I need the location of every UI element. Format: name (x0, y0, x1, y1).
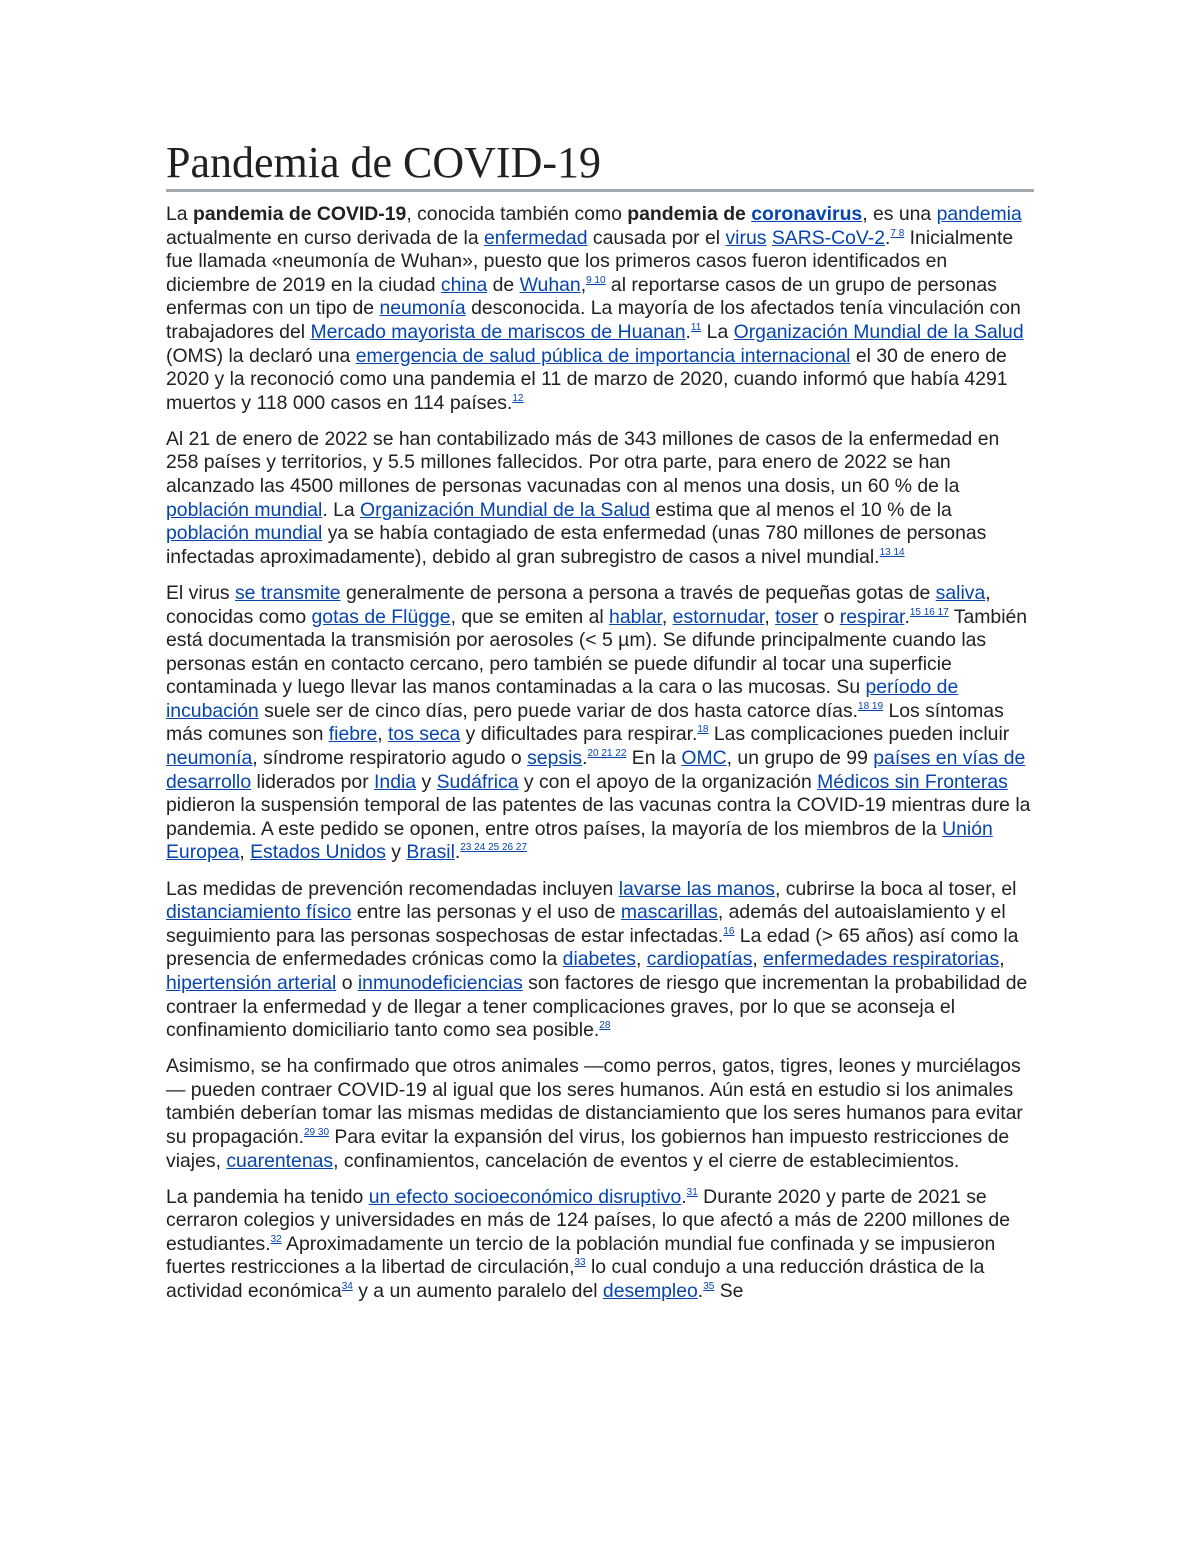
text-run: y a un aumento paralelo del (352, 1280, 603, 1303)
article-link[interactable]: enfermedades respiratorias (763, 948, 1000, 971)
article-link[interactable]: cuarentenas (226, 1149, 334, 1172)
bold-text: pandemia de (627, 203, 752, 225)
text-run: , cubrirse la boca al toser, el (775, 877, 1017, 900)
text-run: son factores de riesgo que incrementan la probabilidad de contraer la enfermedad y de llegar a tener complicaciones graves, por lo que se aconseja el confinamiento domiciliario tanto como sea posible. (166, 971, 1028, 1042)
paragraph (166, 582, 1034, 865)
text-run: , conocida también como (406, 203, 628, 225)
paragraph (166, 1055, 1034, 1173)
article-link[interactable]: período de incubación (166, 676, 959, 722)
text-run: Inicialmente fue llamada «neumonía de Wuhan», puesto que los primeros casos fueron identificados en diciembre de 2019 en la ciudad (166, 226, 1014, 296)
text-run: liderados por (251, 770, 375, 793)
text-run: . (454, 841, 461, 864)
article-link[interactable]: neumonía (379, 297, 466, 320)
text-run: lo cual condujo a una reducción drástica de la actividad económica (166, 1256, 985, 1303)
reference-link[interactable]: 9 10 (586, 274, 606, 286)
text-run: , (752, 948, 764, 971)
reference-superscript (342, 1281, 353, 1292)
text-run: de (487, 273, 520, 296)
article-body (166, 203, 1034, 1304)
reference-superscript (691, 322, 701, 333)
article-link[interactable]: un efecto socioeconómico disruptivo (368, 1185, 682, 1208)
reference-superscript (304, 1127, 329, 1138)
article-link[interactable]: población mundial (166, 498, 323, 521)
text-run: La edad (> 65 años) así como la presencia de enfermedades crónicas como la (166, 924, 1019, 971)
article-link[interactable]: toser (775, 605, 819, 628)
reference-superscript (723, 926, 734, 937)
reference-link[interactable]: 35 (703, 1281, 715, 1293)
reference-superscript (697, 724, 708, 735)
article-link[interactable]: inmunodeficiencias (357, 971, 523, 994)
reference-link[interactable]: 15 16 17 (909, 606, 949, 618)
article (166, 138, 1034, 1316)
text-run: Durante 2020 y parte de 2021 se cerraron colegios y universidades en más de 124 países, lo que afectó a más de 2200 millones de estudiantes. (166, 1185, 1010, 1255)
paragraph (166, 428, 1034, 570)
article-link[interactable]: fiebre (328, 723, 378, 746)
paragraph (166, 1186, 1034, 1304)
article-link[interactable]: pandemia (936, 203, 1022, 225)
text-run: y con el apoyo de la organización (518, 770, 818, 793)
text-run: , síndrome respiratorio agudo o (252, 747, 528, 770)
article-link[interactable]: Mercado mayorista de mariscos de Huanan (310, 320, 686, 343)
reference-link[interactable]: 12 (512, 392, 524, 404)
article-link[interactable]: mascarillas (620, 901, 718, 924)
reference-link[interactable]: 34 (341, 1281, 353, 1293)
text-run: o (336, 971, 358, 994)
article-link[interactable]: Estados Unidos (250, 841, 386, 864)
article-link[interactable]: hablar (609, 605, 662, 628)
article-link[interactable]: tos seca (388, 723, 461, 746)
article-link[interactable]: Sudáfrica (436, 770, 519, 793)
reference-superscript (858, 701, 883, 712)
text-run: . (884, 226, 891, 249)
text-run: suele ser de cinco días, pero puede variar de dos hasta catorce días. (258, 699, 859, 722)
text-run: Asimismo, se ha confirmado que otros animales —como perros, gatos, tigres, leones y murciélagos— pueden contraer COVID-19 al igual que los seres humanos. Aún está en estudio si los animales también deberían tomar las mismas medidas de distanciamiento que los seres humanos para evitar su propagación. (166, 1055, 1023, 1148)
article-link[interactable]: países en vías de desarrollo (166, 747, 1026, 793)
text-run: , además del autoaislamiento y el seguimiento para las personas sospechosas de estar infectadas. (166, 901, 1006, 947)
reference-link[interactable]: 32 (270, 1233, 282, 1245)
text-run: o (818, 605, 840, 628)
text-run: Las complicaciones pueden incluir (708, 723, 1010, 746)
article-link[interactable]: lavarse las manos (618, 877, 776, 900)
article-link[interactable]: china (440, 273, 488, 296)
reference-link[interactable]: 20 21 22 (587, 748, 627, 760)
text-run: , (764, 605, 776, 628)
text-run: . (582, 747, 588, 770)
reference-superscript (586, 275, 605, 286)
text-run: Se (714, 1280, 744, 1303)
text-run: al reportarse casos de un grupo de personas enfermas con un tipo de (166, 273, 997, 320)
article-link[interactable]: Brasil (406, 841, 455, 864)
reference-link[interactable]: 11 (690, 321, 702, 333)
text-run: y dificultades para respirar. (460, 723, 698, 746)
article-link[interactable]: Wuhan (519, 273, 581, 296)
text-run: También está documentada la transmisión por aerosoles (< 5 µm). Se difunde principalmente cuando las personas están en contacto cercano, pero también se puede difundir al tocar una superficie contaminada y luego llevar las manos contaminadas a la cara o las mucosas. Su (166, 605, 1028, 699)
reference-link[interactable]: 18 19 (858, 700, 884, 712)
text-run: . (681, 1185, 687, 1208)
text-run: , es una (862, 203, 937, 225)
text-run: generalmente de persona a persona a través de pequeñas gotas de (340, 581, 936, 604)
reference-link[interactable]: 23 24 25 26 27 (460, 842, 528, 854)
reference-link[interactable]: 13 14 (879, 546, 905, 558)
text-run: . La (322, 498, 361, 521)
text-run: La (166, 203, 193, 225)
text-run: En la (626, 747, 682, 770)
text-run: desconocida. La mayoría de los afectados tenía vinculación con trabajadores del (166, 297, 1021, 343)
reference-superscript (599, 1020, 610, 1031)
text-run: , que se emiten al (450, 605, 610, 628)
reference-superscript (574, 1257, 585, 1268)
text-run: Las medidas de prevención recomendadas incluyen (166, 877, 619, 900)
article-link[interactable]: virus (725, 226, 767, 249)
text-run: causada por el (587, 226, 726, 249)
page-title: Pandemia de COVID-19 (166, 138, 1034, 192)
reference-superscript (460, 842, 527, 853)
reference-superscript (271, 1234, 282, 1245)
reference-link[interactable]: 29 30 (304, 1126, 330, 1138)
text-run: Para evitar la expansión del virus, los gobiernos han impuesto restricciones de viajes, (166, 1125, 1010, 1172)
article-link[interactable]: neumonía (166, 747, 253, 770)
text-run: . (904, 605, 910, 628)
article-link[interactable]: saliva (935, 581, 986, 604)
text-run: . (685, 320, 691, 343)
text-run: y (385, 841, 407, 864)
text-run: , (661, 605, 673, 628)
article-link[interactable]: diabetes (562, 948, 636, 971)
reference-link[interactable]: 7 8 (890, 227, 905, 239)
text-run: , conocidas como (166, 581, 991, 628)
reference-superscript (687, 1187, 698, 1198)
text-run: y (416, 770, 437, 793)
paragraph (166, 878, 1034, 1043)
paragraph (166, 203, 1034, 415)
article-link[interactable]: coronavirus (751, 203, 863, 225)
reference-superscript (703, 1281, 714, 1292)
article-link[interactable]: distanciamiento físico (166, 901, 352, 924)
article-link[interactable]: hipertensión arterial (166, 971, 337, 994)
text-run: entre las personas y el uso de (351, 901, 621, 924)
article-link[interactable]: cardiopatías (646, 948, 753, 971)
text-run: , un grupo de 99 (726, 747, 874, 770)
article-link[interactable]: se transmite (234, 581, 341, 604)
article-link[interactable]: Médicos sin Fronteras (817, 770, 1008, 793)
article-link[interactable]: India (374, 770, 417, 793)
text-run: , (239, 841, 251, 864)
text-run: , (580, 273, 587, 296)
article-link[interactable]: Unión Europea (166, 817, 993, 864)
reference-link[interactable]: 28 (599, 1020, 611, 1032)
article-link[interactable]: desempleo (602, 1280, 698, 1303)
text-run: Al 21 de enero de 2022 se han contabilizado más de 343 millones de casos de la enfermedad en 258 países y territorios, y 5.5 millones fallecidos. Por otra parte, para enero de 2022 se han alcanzado las 4500 millones de personas vacunadas con al menos una dosis, un 60 % de la (166, 427, 1000, 498)
reference-link[interactable]: 16 (723, 925, 735, 937)
text-run: ya se había contagiado de esta enfermedad (unas 780 millones de personas infectadas aproximadamente), debido al gran subregistro de casos a nivel mundial. (166, 522, 987, 568)
reference-link[interactable]: 33 (574, 1257, 586, 1269)
article-link[interactable]: estornudar (672, 605, 765, 628)
article-link[interactable]: enfermedad (484, 226, 588, 249)
text-run: , confinamientos, cancelación de eventos y el cierre de establecimientos. (333, 1149, 960, 1172)
text-run: estima que al menos el 10 % de la (650, 498, 952, 521)
article-link[interactable]: Organización Mundial de la Salud (360, 498, 651, 521)
article-link[interactable]: respirar (839, 605, 905, 628)
reference-link[interactable]: 31 (686, 1186, 698, 1198)
text-run: , (377, 723, 389, 746)
text-run: Aproximadamente un tercio de la población mundial fue confinada y se impusieron fuertes restricciones a la libertad de circulación, (166, 1232, 996, 1279)
text-run: El virus (166, 581, 235, 604)
bold-text: pandemia de COVID-19 (192, 203, 407, 225)
article-link[interactable]: SARS-CoV-2 (771, 226, 885, 249)
text-run: , (635, 948, 647, 971)
article-link[interactable]: Organización Mundial de la Salud (733, 320, 1024, 343)
text-run: el 30 de enero de 2020 y la reconoció como una pandemia el 11 de marzo de 2020, cuando informó que había 4291 muertos y 118 000 casos en 114 países. (166, 344, 1008, 414)
article-link[interactable]: población mundial (166, 522, 323, 545)
reference-superscript (512, 393, 523, 404)
text-run: actualmente en curso derivada de la (166, 226, 484, 249)
article-link[interactable]: OMC (681, 747, 727, 770)
reference-superscript (890, 228, 904, 239)
text-run: , (999, 948, 1005, 971)
text-run: La pandemia ha tenido (166, 1185, 369, 1208)
text-run: . (697, 1280, 704, 1303)
article-link[interactable]: gotas de Flügge (311, 605, 451, 628)
text-run: Los síntomas más comunes son (166, 699, 1004, 746)
article-link[interactable]: emergencia de salud pública de importancia internacional (355, 344, 851, 367)
text-run: La (701, 320, 734, 343)
article-link[interactable]: sepsis (527, 747, 583, 770)
reference-superscript (587, 748, 626, 759)
reference-link[interactable]: 18 (697, 724, 709, 736)
reference-superscript (880, 547, 905, 558)
text-run: (OMS) la declaró una (166, 344, 356, 367)
text-run: pidieron la suspensión temporal de las patentes de las vacunas contra la COVID-19 mientras dure la pandemia. A este pedido se oponen, entre otros países, la mayoría de los miembros de la (166, 794, 1031, 840)
reference-superscript (910, 607, 949, 618)
